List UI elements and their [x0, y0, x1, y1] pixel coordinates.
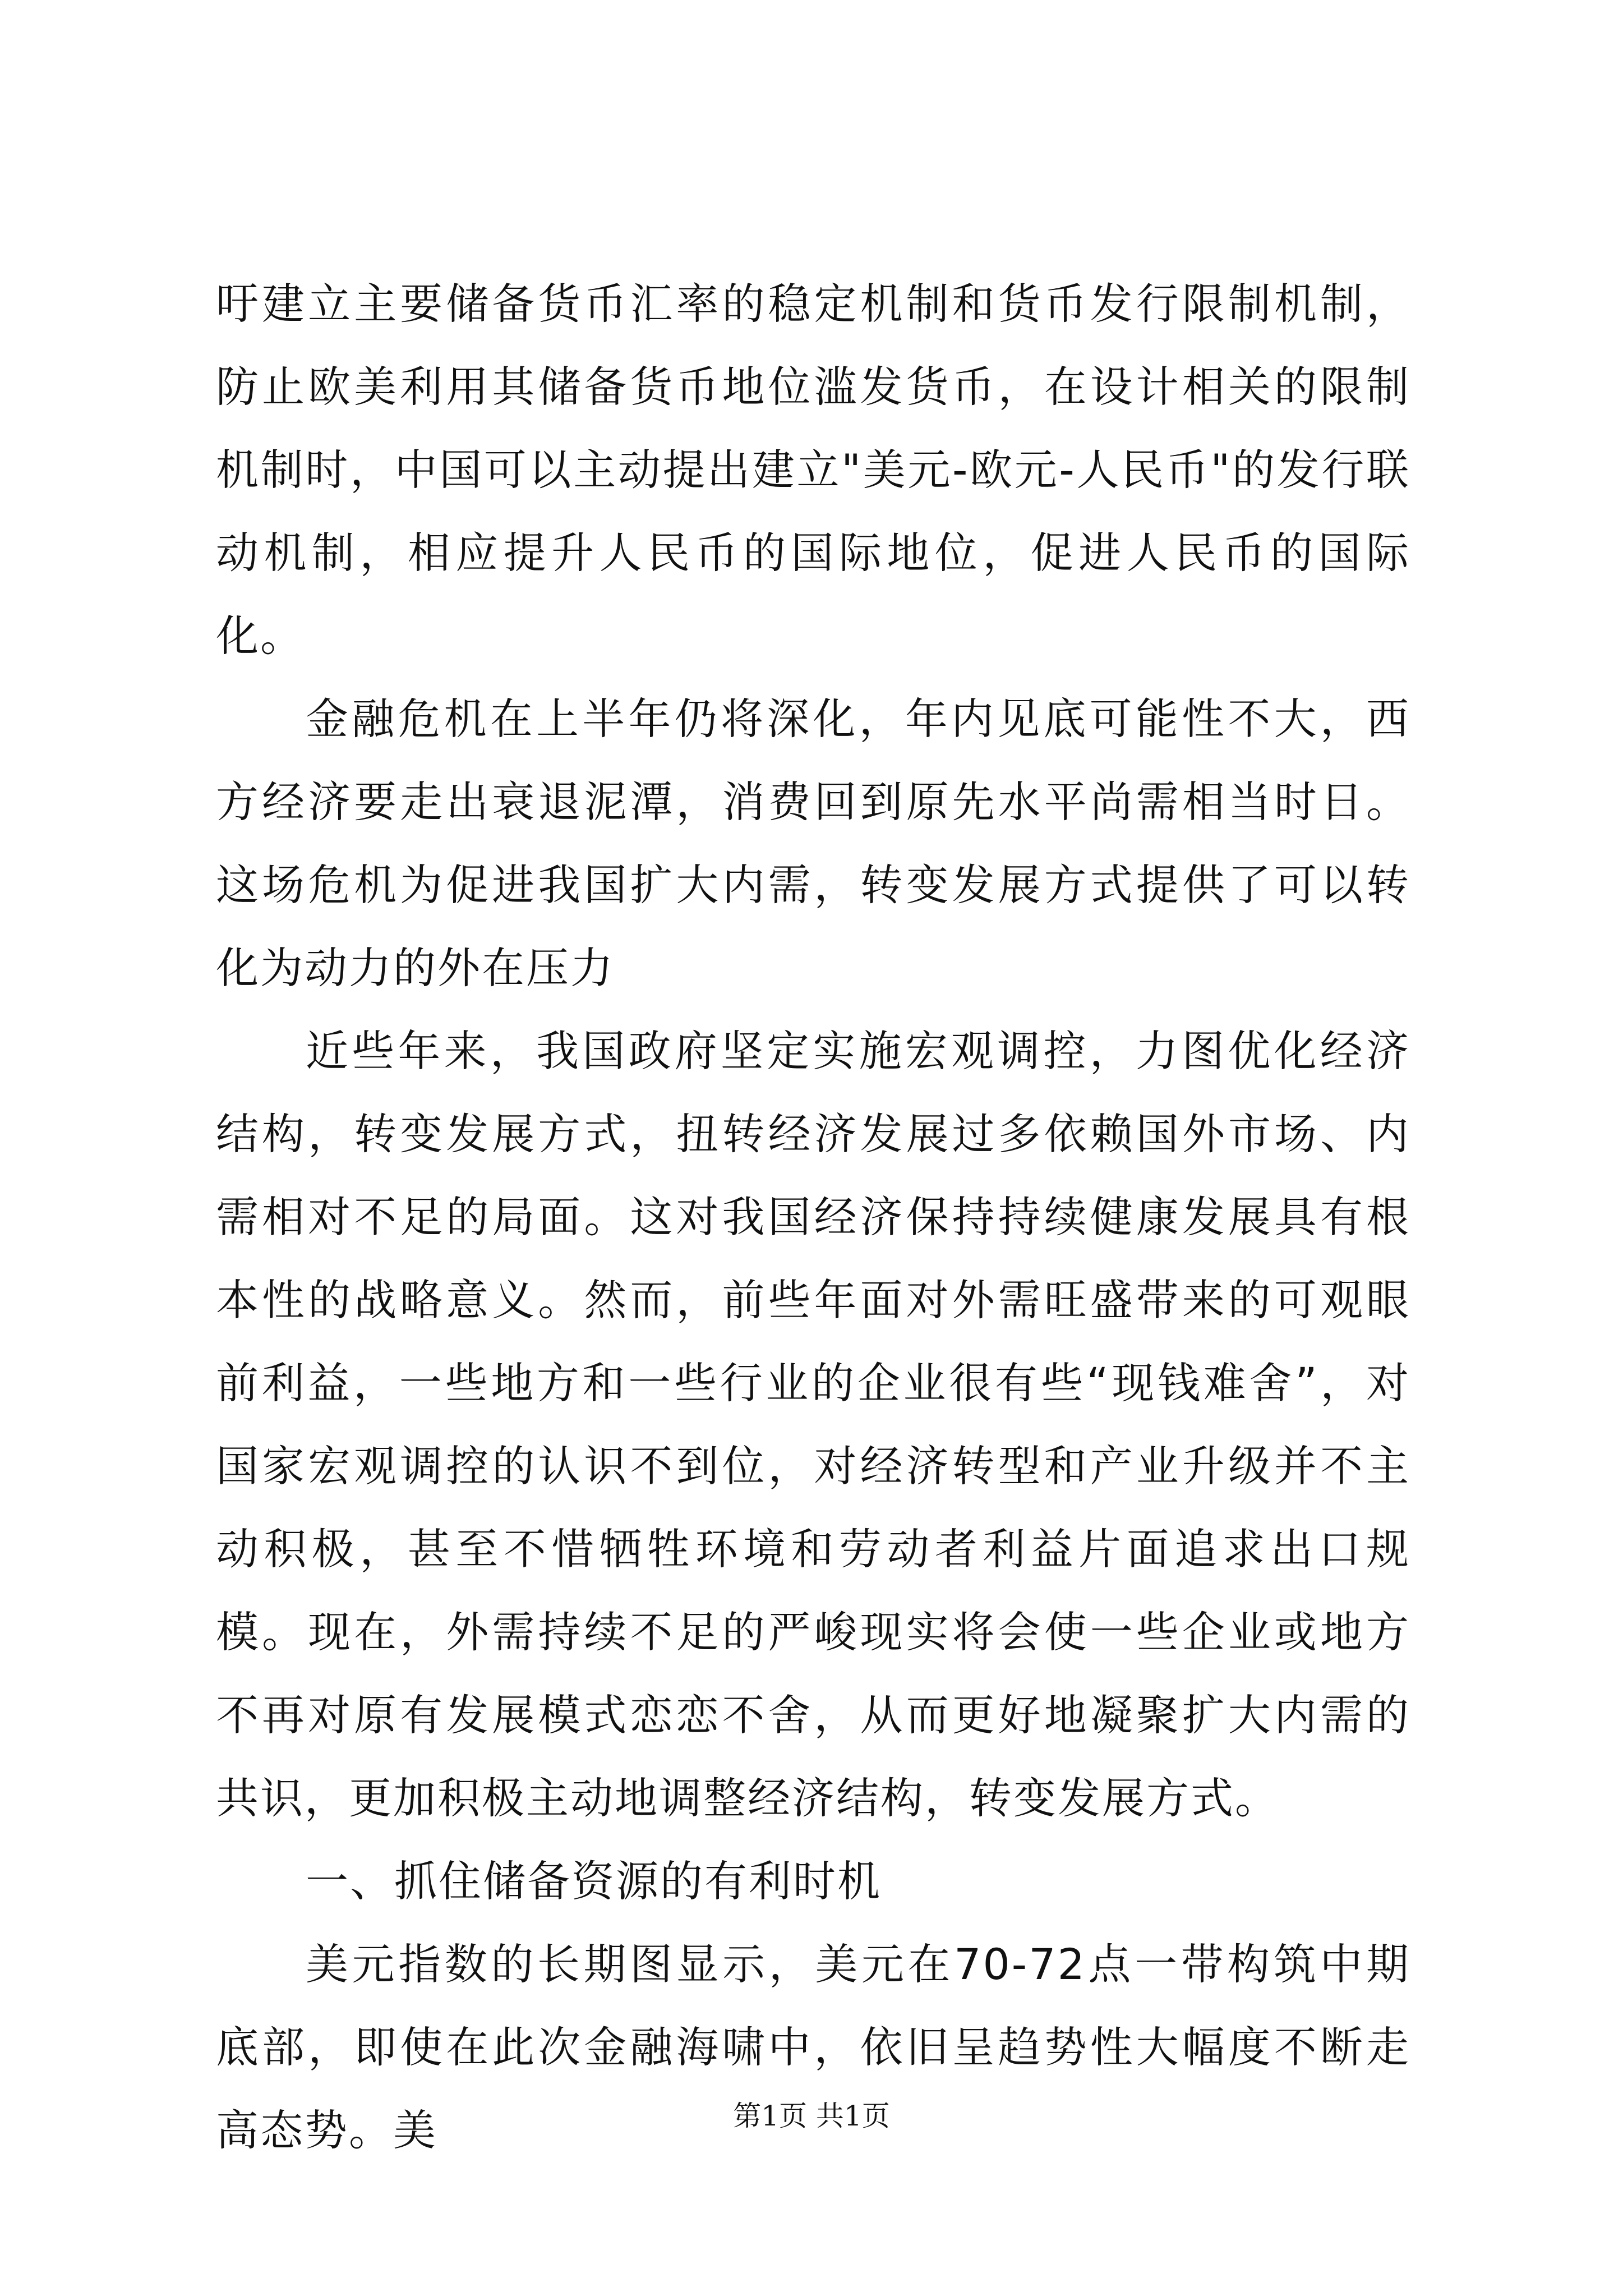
paragraph-dollar-index: 美元指数的长期图显示，美元在70-72点一带构筑中期底部，即使在此次金融海啸中，依旧呈趋势性大幅度不断走高态势。美 — [216, 1939, 1410, 2155]
paragraph-macro-control: 近些年来，我国政府坚定实施宏观调控，力图优化经济结构，转变发展方式，扭转经济发展过多依赖国外市场、内需相对不足的局面。这对我国经济保持持续健康发展具有根本性的战略意义。然而，前些年面对外需旺盛带来的可观眼前利益，一些地方和一些行业的企业很有些“现钱难舍”，对国家宏观调控的认识不到位，对经济转型和产业升级并不主动积极，甚至不惜牺牲环境和劳动者利益片面追求出口规模。现在，外需持续不足的严峻现实将会使一些企业或地方不再对原有发展模式恋恋不舍，从而更好地凝聚扩大内需的共识，更加积极主动地调整经济结构，转变发展方式。 — [216, 1026, 1410, 1823]
paragraph-continuation: 吁建立主要储备货币汇率的稳定机制和货币发行限制机制，防止欧美利用其储备货币地位滥发货币，在设计相关的限制机制时，中国可以主动提出建立"美元-欧元-人民币"的发行联动机制，相应提升人民币的国际地位，促进人民币的国际化。 — [216, 279, 1410, 661]
paragraph-financial-crisis: 金融危机在上半年仍将深化，年内见底可能性不大，西方经济要走出衰退泥潭，消费回到原先水平尚需相当时日。这场危机为促进我国扩大内需，转变发展方式提供了可以转化为动力的外在压力 — [216, 694, 1410, 993]
page-footer: 第1页 共1页 — [733, 2100, 890, 2132]
document-body — [216, 263, 1410, 2172]
section-heading-reserve-resources: 一、抓住储备资源的有利时机 — [306, 1856, 882, 1906]
